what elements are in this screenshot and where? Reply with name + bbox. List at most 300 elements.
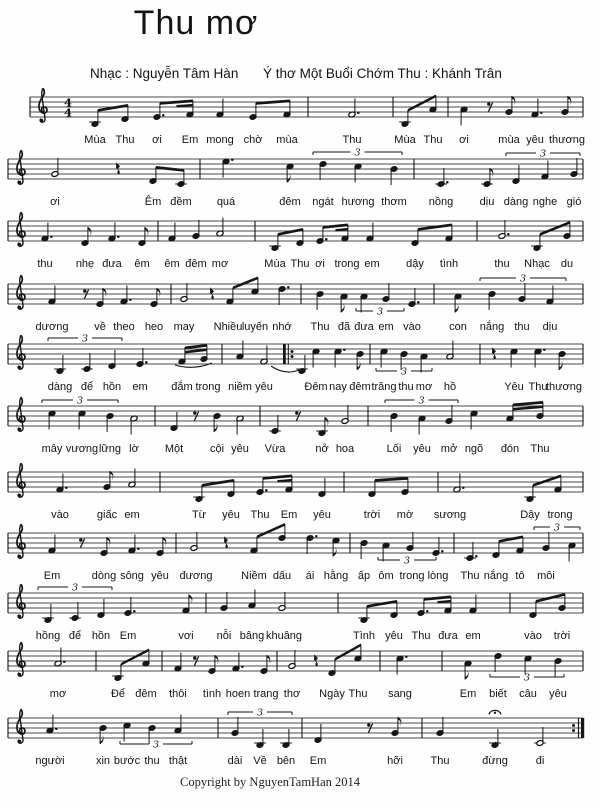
lyric-syllable: nở xyxy=(315,443,329,455)
note xyxy=(518,283,526,302)
note xyxy=(488,291,496,310)
lyric-syllable: trời xyxy=(553,630,571,642)
lyric-syllable: gió xyxy=(566,196,582,208)
lyric-syllable: em xyxy=(124,509,140,521)
note xyxy=(232,653,243,672)
lyric-syllable: ơi xyxy=(315,258,325,270)
tuplet-number: 3 xyxy=(256,707,264,719)
tuplet-bracket xyxy=(48,333,122,344)
note xyxy=(436,717,444,736)
tuplet-bracket xyxy=(506,148,580,159)
lyric-syllable: sông xyxy=(120,570,144,582)
note xyxy=(46,715,57,734)
lyric-syllable: trăng xyxy=(371,381,397,393)
staff-system-10 xyxy=(8,642,583,700)
note xyxy=(130,415,138,434)
lyric-syllable: mây xyxy=(41,443,63,455)
lyric-syllable: đón xyxy=(500,443,520,455)
note xyxy=(489,729,501,748)
tuplet-bracket xyxy=(42,395,118,406)
staff-system-3 xyxy=(8,212,583,270)
note xyxy=(316,291,324,310)
lyric-syllable: nghe xyxy=(532,196,558,208)
note xyxy=(512,165,520,184)
lyric-syllable: Dậy xyxy=(520,509,540,521)
tuplet-number: 3 xyxy=(553,522,561,534)
note xyxy=(341,405,349,424)
lyric-syllable: hồng xyxy=(35,630,61,642)
note xyxy=(396,655,407,674)
lyric-syllable: Nhiều xyxy=(213,321,243,333)
lyric-syllable: ơi xyxy=(459,134,469,146)
tuplet-number: 3 xyxy=(403,555,411,567)
beamed-notes xyxy=(411,224,453,247)
note xyxy=(318,478,326,497)
lyric-syllable: Em xyxy=(181,134,199,146)
note xyxy=(54,648,65,667)
lyric-syllable: đêm xyxy=(135,688,157,700)
lyric-syllable: môi xyxy=(537,570,555,582)
note xyxy=(340,293,348,312)
note xyxy=(248,590,256,609)
note xyxy=(168,223,176,242)
note xyxy=(97,599,105,618)
note xyxy=(278,592,286,611)
lyric-syllable: Thu xyxy=(423,134,443,146)
lyric-syllable: Tình xyxy=(352,630,376,642)
note xyxy=(120,286,131,305)
note xyxy=(48,286,56,305)
tuplet-number: 3 xyxy=(152,739,160,751)
lyric-syllable: em xyxy=(378,321,394,333)
note xyxy=(454,293,462,312)
note xyxy=(334,348,345,367)
note xyxy=(354,163,362,182)
lyric-syllable: thu xyxy=(398,381,414,393)
lyric-syllable: Lối xyxy=(386,443,402,455)
beamed-notes xyxy=(269,228,304,251)
note xyxy=(170,412,178,431)
note xyxy=(534,727,546,746)
note xyxy=(494,653,502,672)
lyric-syllable: luyến xyxy=(241,321,269,333)
tuplet-bracket xyxy=(490,672,564,683)
note xyxy=(534,348,545,367)
lyric-syllable: bâng xyxy=(239,630,265,642)
note xyxy=(382,542,390,561)
lyrics-credit: Ý thơ Một Buổi Chớm Thu : Khánh Trân xyxy=(263,66,502,81)
lyric-syllable: nay xyxy=(329,381,347,393)
note xyxy=(314,724,322,743)
lyric-syllable: nhớ xyxy=(272,321,292,333)
note xyxy=(464,660,472,679)
staff-system-9 xyxy=(8,582,583,642)
lyric-syllable: đắm xyxy=(171,381,193,393)
note xyxy=(99,725,107,744)
note xyxy=(360,293,368,312)
lyric-syllable: Thu xyxy=(290,258,310,270)
note xyxy=(446,341,454,360)
lyric-syllable: thương xyxy=(549,134,585,146)
tuplet-number: 3 xyxy=(523,672,531,684)
note xyxy=(128,535,139,554)
note xyxy=(541,161,549,180)
lyric-syllable: giấc xyxy=(96,509,118,521)
lyric-syllable: yêu xyxy=(151,570,169,582)
lyric-syllable: hoa xyxy=(335,443,355,455)
lyric-syllable: Thu xyxy=(348,688,368,700)
note xyxy=(470,410,478,429)
lyric-syllable: dòng xyxy=(91,570,117,582)
tuplet-number: 3 xyxy=(539,148,547,160)
note xyxy=(380,348,388,367)
note xyxy=(312,348,320,367)
note xyxy=(469,595,477,614)
lyric-syllable: đã xyxy=(337,321,351,333)
beamed-notes xyxy=(89,104,129,127)
lyric-syllable: yêu xyxy=(222,509,240,521)
beamed-notes xyxy=(112,649,150,682)
note xyxy=(348,99,359,118)
note xyxy=(254,729,266,748)
note xyxy=(460,106,468,125)
note xyxy=(236,415,244,434)
lyric-syllable: Niềm xyxy=(241,570,267,582)
lyric-syllable: đi xyxy=(535,755,545,767)
lyric-syllable: hỡi xyxy=(387,755,403,767)
lyric-syllable: yêu xyxy=(255,381,273,393)
lyric-syllable: trong xyxy=(334,258,360,270)
lyric-syllable: Một xyxy=(164,443,184,455)
staff-system-1 xyxy=(30,88,585,146)
lyric-syllable: đưa xyxy=(102,258,122,270)
lyric-syllable: dài xyxy=(227,755,243,767)
tuplet-bracket xyxy=(120,739,192,750)
lyric-syllable: mở xyxy=(440,443,458,455)
note xyxy=(182,595,192,614)
note xyxy=(231,717,239,736)
song-title: Thu mơ xyxy=(133,4,259,42)
note xyxy=(69,602,81,621)
note xyxy=(269,415,281,434)
note xyxy=(481,168,493,187)
tuplet-number: 3 xyxy=(76,395,84,407)
tuplet-bracket xyxy=(38,582,112,593)
lyric-syllable: mùa xyxy=(276,134,298,146)
note xyxy=(382,283,390,302)
tuplet-bracket xyxy=(480,273,566,284)
beamed-notes xyxy=(226,277,259,305)
beamed-notes xyxy=(358,600,398,623)
tuplet-bracket xyxy=(356,306,404,317)
lyric-syllable: đương xyxy=(179,570,213,582)
lyric-syllable: Em xyxy=(459,688,477,700)
note xyxy=(418,415,426,434)
lyric-syllable: Vừa xyxy=(264,443,286,455)
lyric-syllable: theo xyxy=(113,321,135,333)
note xyxy=(558,351,566,370)
lyric-syllable: biết xyxy=(489,688,507,700)
lyric-syllable: dịu xyxy=(479,196,495,208)
tuplet-bracket xyxy=(385,395,458,406)
tuplet-bracket xyxy=(228,707,292,718)
lyric-syllable: yêu xyxy=(231,443,249,455)
beamed-notes xyxy=(529,593,566,618)
note xyxy=(174,715,182,734)
lyric-syllable: bên xyxy=(276,755,296,767)
lyric-syllable: thu xyxy=(37,258,53,270)
note xyxy=(108,223,119,242)
lyric-syllable: nồng xyxy=(428,196,454,208)
tuplet-number: 3 xyxy=(354,147,361,159)
note xyxy=(435,168,448,187)
note xyxy=(420,353,428,372)
note xyxy=(390,166,398,185)
lyric-syllable: Đêm xyxy=(304,381,328,393)
lyric-syllable: vơi xyxy=(178,630,194,642)
lyric-syllable: Thu xyxy=(430,755,450,767)
lyric-syllable: trong xyxy=(547,509,573,521)
lyric-syllable: hồn xyxy=(102,381,122,393)
lyric-syllable: Về xyxy=(253,755,267,767)
lyric-syllable: đềm xyxy=(170,196,192,208)
staff-system-5 xyxy=(8,333,583,393)
note xyxy=(213,413,221,432)
lyric-syllable: êm xyxy=(164,258,180,270)
lyric-syllable: lững xyxy=(98,443,122,455)
tuplet-number: 3 xyxy=(418,395,425,407)
lyric-syllable: đưa xyxy=(354,321,374,333)
lyric-syllable: mơ xyxy=(211,258,229,270)
lyric-syllable: đêm xyxy=(185,258,207,270)
note xyxy=(222,158,233,177)
lyric-syllable: thu xyxy=(514,321,530,333)
lyric-syllable: đêm xyxy=(349,381,371,393)
note xyxy=(542,532,550,551)
lyric-syllable: khuâng xyxy=(265,630,303,642)
note xyxy=(286,163,294,182)
lyric-syllable: Em xyxy=(119,630,137,642)
staff-system-2 xyxy=(8,147,583,208)
note xyxy=(356,351,364,370)
note xyxy=(174,653,182,672)
lyric-syllable: thật xyxy=(168,755,188,767)
lyric-syllable: hoen xyxy=(225,688,251,700)
tuplet-number: 3 xyxy=(400,366,408,378)
lyric-syllable: may xyxy=(173,321,195,333)
lyric-syllable: câu xyxy=(519,688,537,700)
lyric-syllable: Em xyxy=(309,755,327,767)
lyric-syllable: vương xyxy=(65,443,99,455)
note xyxy=(48,535,56,554)
note xyxy=(192,220,200,239)
lyric-syllable: yêu xyxy=(549,688,567,700)
note xyxy=(56,474,67,493)
lyric-syllable: để xyxy=(68,630,82,642)
fermata xyxy=(489,710,501,714)
lyric-syllable: vào xyxy=(403,321,421,333)
lyric-syllable: hương xyxy=(341,196,375,208)
beamed-notes xyxy=(193,479,235,502)
note xyxy=(288,650,296,669)
note xyxy=(220,592,228,611)
copyright-line: Copyright by NguyenTamHan 2014 xyxy=(179,775,360,789)
note xyxy=(453,474,464,493)
lyric-syllable: êm xyxy=(134,258,150,270)
tuplet-number: 3 xyxy=(376,306,384,318)
note xyxy=(48,410,56,429)
lyric-syllable: Thu xyxy=(460,570,480,582)
note xyxy=(366,223,374,242)
lyric-syllable: Để xyxy=(110,688,126,700)
note xyxy=(570,158,578,177)
lyric-syllable: Yêu xyxy=(504,381,524,393)
lyric-syllable: dàng xyxy=(47,381,73,393)
lyric-syllable: đêm xyxy=(279,196,301,208)
lyric-syllable: ơi xyxy=(152,134,162,146)
lyric-syllable: Ngày xyxy=(319,688,345,700)
note xyxy=(296,355,308,374)
lyric-syllable: người xyxy=(35,755,65,767)
note xyxy=(236,341,244,360)
lyric-syllable: trong xyxy=(195,381,221,393)
note xyxy=(216,99,224,118)
lyric-syllable: tô xyxy=(515,570,525,582)
lyric-syllable: Thu xyxy=(342,134,362,146)
lyric-syllable: Mùa xyxy=(264,258,286,270)
lyric-syllable: yêu xyxy=(313,509,331,521)
note xyxy=(280,729,292,748)
lyric-syllable: Thu xyxy=(530,443,550,455)
staff-system-7 xyxy=(8,463,583,521)
lyric-syllable: Thu xyxy=(528,381,548,393)
note xyxy=(54,355,66,374)
lyric-syllable: dịu xyxy=(542,321,558,333)
note xyxy=(190,532,198,551)
staff-system-8 xyxy=(8,522,583,582)
lyric-syllable: dậy xyxy=(406,258,424,270)
note xyxy=(216,218,224,237)
staff-system-4 xyxy=(8,273,583,333)
note xyxy=(445,405,453,424)
lyric-syllable: Mùa xyxy=(84,134,106,146)
note xyxy=(464,542,477,561)
note xyxy=(554,658,562,677)
lyric-syllable: thơ xyxy=(283,688,301,700)
note xyxy=(41,223,52,242)
lyric-syllable: Thu xyxy=(411,630,431,642)
lyric-syllable: em xyxy=(364,258,380,270)
lyric-syllable: hằng xyxy=(323,570,349,582)
lyric-syllable: du xyxy=(560,258,574,270)
lyric-syllable: tình xyxy=(439,258,459,270)
beamed-notes xyxy=(492,536,524,559)
staff-system-11 xyxy=(8,707,584,767)
lyric-syllable: ngát xyxy=(312,196,334,208)
lyric-syllable: xin xyxy=(95,755,111,767)
lyric-syllable: Thu xyxy=(115,134,135,146)
lyric-syllable: chờ xyxy=(243,134,263,146)
lyric-syllable: thu xyxy=(494,258,510,270)
lyric-syllable: cội xyxy=(209,443,225,455)
lyric-syllable: trang xyxy=(253,688,279,700)
lyric-syllable: Từ xyxy=(191,509,207,521)
lyric-syllable: nắng xyxy=(479,321,505,333)
note xyxy=(81,353,93,372)
note xyxy=(260,346,268,365)
lyric-syllable: mong xyxy=(206,134,234,146)
time-signature: 4 xyxy=(63,95,73,110)
lyric-syllable: nắng xyxy=(483,570,509,582)
lyric-syllable: thôi xyxy=(169,688,187,700)
note xyxy=(360,540,368,559)
lyric-syllable: dương xyxy=(35,321,69,333)
note xyxy=(390,413,398,432)
note xyxy=(319,161,327,180)
lyric-syllable: nỗi xyxy=(216,630,232,642)
tuplet-bracket xyxy=(313,147,402,158)
note xyxy=(568,542,576,561)
staff-system-6 xyxy=(8,395,583,455)
tie xyxy=(271,366,299,372)
lyric-syllable: bước xyxy=(113,755,141,767)
tuplet-number: 3 xyxy=(519,273,527,285)
lyric-syllable: trong xyxy=(399,570,425,582)
lyric-syllable: Êm xyxy=(144,196,162,208)
lyric-syllable: về xyxy=(94,321,106,333)
lyric-syllable: hồ xyxy=(443,381,457,393)
lyric-syllable: heo xyxy=(144,321,164,333)
music-credit: Nhạc : Nguyễn Tâm Hàn xyxy=(90,66,239,81)
lyric-syllable: quá xyxy=(216,196,236,208)
lyric-syllable: con xyxy=(449,321,467,333)
lyric-syllable: Thu xyxy=(310,321,330,333)
lyric-syllable: dàng xyxy=(503,196,529,208)
lyric-syllable: trời xyxy=(363,509,381,521)
note xyxy=(316,417,328,436)
note xyxy=(180,283,188,302)
lyric-syllable: ấp xyxy=(357,570,371,582)
note xyxy=(78,410,86,429)
lyric-syllable: Mùa xyxy=(394,134,416,146)
lyric-syllable: vào xyxy=(524,630,542,642)
lyric-syllable: thương xyxy=(546,381,582,393)
note xyxy=(531,99,542,118)
tuplet-number: 3 xyxy=(71,582,79,594)
lyric-syllable: đừng xyxy=(482,755,508,767)
note xyxy=(128,469,136,488)
lyric-syllable: em xyxy=(465,630,481,642)
lyric-syllable: lòng xyxy=(427,570,449,582)
lyric-syllable: yêu xyxy=(385,630,403,642)
lyric-syllable: mờ xyxy=(396,509,414,521)
note xyxy=(546,286,554,305)
lyric-syllable: lờ xyxy=(129,443,139,455)
beamed-notes xyxy=(399,95,437,128)
lyric-syllable: sương xyxy=(433,509,467,521)
tuplet-bracket xyxy=(534,522,580,533)
lyric-syllable: vào xyxy=(51,509,69,521)
tuplet-bracket xyxy=(376,366,432,377)
lyric-syllable: Nhạc xyxy=(524,258,550,270)
note xyxy=(123,722,131,741)
note xyxy=(108,350,116,369)
lyric-syllable: niềm xyxy=(228,381,252,393)
tuplet-number: 3 xyxy=(81,333,89,345)
lyric-syllable: hồn xyxy=(91,630,111,642)
lyric-syllable: Em xyxy=(280,509,298,521)
note xyxy=(106,413,114,432)
